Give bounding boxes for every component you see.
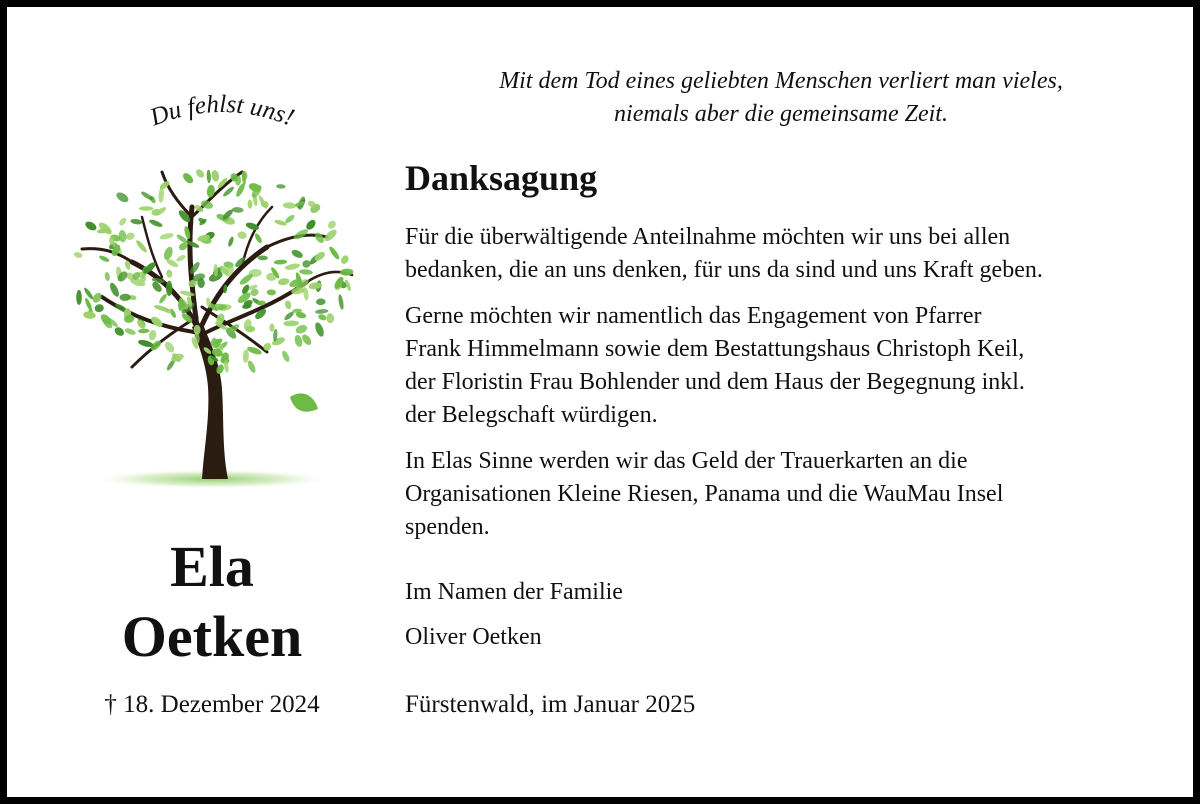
place-date: Fürstenwald, im Januar 2025 [405,691,696,718]
quote-line: niemals aber die gemeinsame Zeit. [614,101,948,127]
quote [407,65,1155,131]
paragraph-line: spenden. [405,514,490,540]
paragraph-line: Gerne möchten wir namentlich das Engagement von Pfarrer [405,303,982,329]
motto-text: Du fehlst uns! [146,90,298,132]
acknowledgement-paragraph [405,300,1170,432]
paragraph-line: bedanken, die an uns denken, für uns da sind und uns Kraft geben. [405,257,1043,283]
page-title: Danksagung [405,158,598,198]
paragraph-line: Für die überwältigende Anteilnahme möchten wir uns bei allen [405,224,1011,250]
paragraph-line: Frank Himmelmann sowie dem Bestattungshaus Christoph Keil, [405,336,1025,362]
quote-line: Mit dem Tod eines geliebten Menschen verliert man vieles, [499,68,1063,94]
paragraph-line: Organisationen Kleine Riesen, Panama und die WauMau Insel [405,481,1004,507]
motto-curved-text [102,87,342,157]
paragraph-line: der Floristin Frau Bohlender und dem Haus der Begegnung inkl. [405,369,1025,395]
death-date: † 18. Dezember 2024 [104,691,320,718]
deceased-last-name: Oetken [121,604,303,669]
paragraph-line: der Belegschaft würdigen. [405,402,658,428]
tree-icon [52,157,372,492]
svg-text:Du fehlst uns! [146,91,298,132]
paragraph-line: In Elas Sinne werden wir das Geld der Trauerkarten an die [405,448,968,474]
deceased-first-name: Ela [170,534,254,599]
signature-name: Oliver Oetken [405,624,542,650]
thanks-paragraph [405,221,1170,287]
donation-paragraph [405,445,1170,544]
signature-intro: Im Namen der Familie [405,579,623,605]
